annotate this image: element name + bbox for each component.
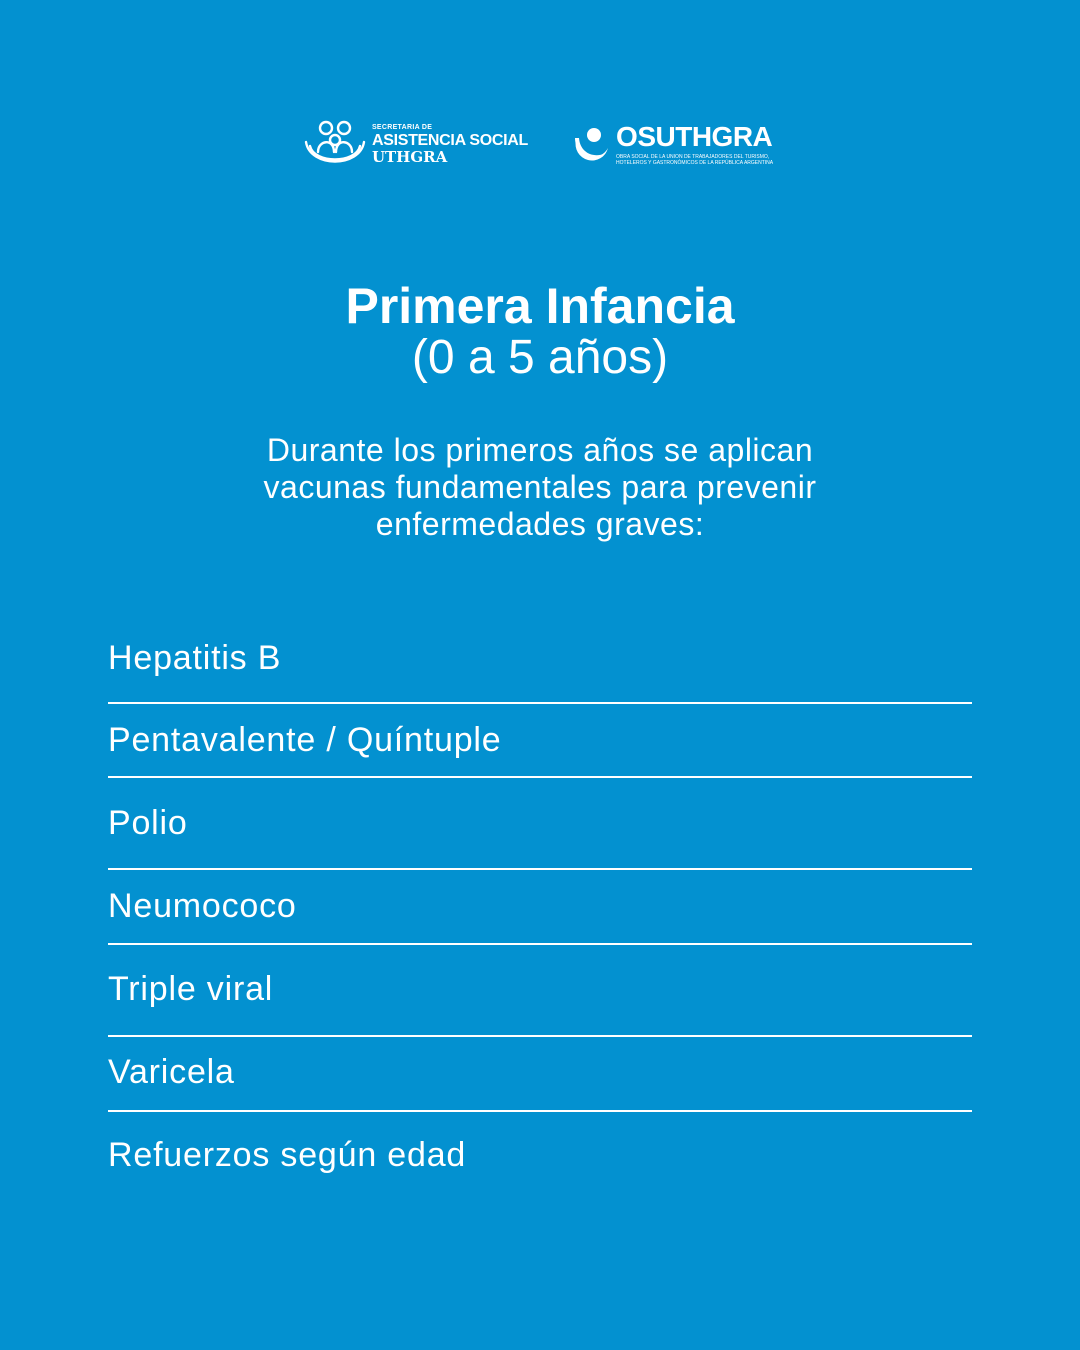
page-title: Primera Infancia: [345, 278, 735, 334]
vaccine-item-polio: Polio: [108, 804, 188, 842]
vaccine-item-neumococo: Neumococo: [108, 887, 297, 925]
secretaria-line2: ASISTENCIA SOCIAL: [371, 131, 529, 149]
intro-line2: vacunas fundamentales para prevenir: [263, 469, 817, 505]
family-hands-icon: [304, 116, 366, 172]
vaccine-item-refuerzos: Refuerzos según edad: [108, 1136, 467, 1174]
vaccine-item-pentavalente: Pentavalente / Quíntuple: [108, 721, 502, 759]
page-subtitle: (0 a 5 años): [411, 331, 669, 384]
osuthgra-tagline: OBRA SOCIAL DE LA UNION DE TRABAJADORES DEL TURISMO, HOTELEROS Y GASTRONÓMICOS DE LA REPÚBLICA ARGENTINA: [616, 153, 774, 166]
divider: [108, 1110, 972, 1112]
divider: [108, 943, 972, 945]
vaccine-item-triple-viral: Triple viral: [108, 970, 274, 1008]
crescent-dot-icon: [572, 124, 612, 164]
vaccine-item-hepatitis-b: Hepatitis B: [108, 639, 282, 677]
vaccine-item-varicela: Varicela: [108, 1053, 235, 1091]
divider: [108, 868, 972, 870]
secretaria-line1: SECRETARIA DE: [371, 123, 433, 131]
osuthgra-name: OSUTHGRA: [616, 120, 773, 152]
divider: [108, 702, 972, 704]
divider: [108, 776, 972, 778]
divider: [108, 1035, 972, 1037]
secretaria-asistencia-social-logo: [304, 116, 528, 172]
intro-line1: Durante los primeros años se aplican: [266, 432, 814, 468]
logo-bar: [0, 112, 1080, 176]
intro-paragraph: [190, 432, 890, 543]
osuthgra-logo: [572, 120, 776, 166]
intro-line3: enfermedades graves:: [375, 506, 705, 542]
secretaria-line3: UTHGRA: [371, 147, 448, 166]
